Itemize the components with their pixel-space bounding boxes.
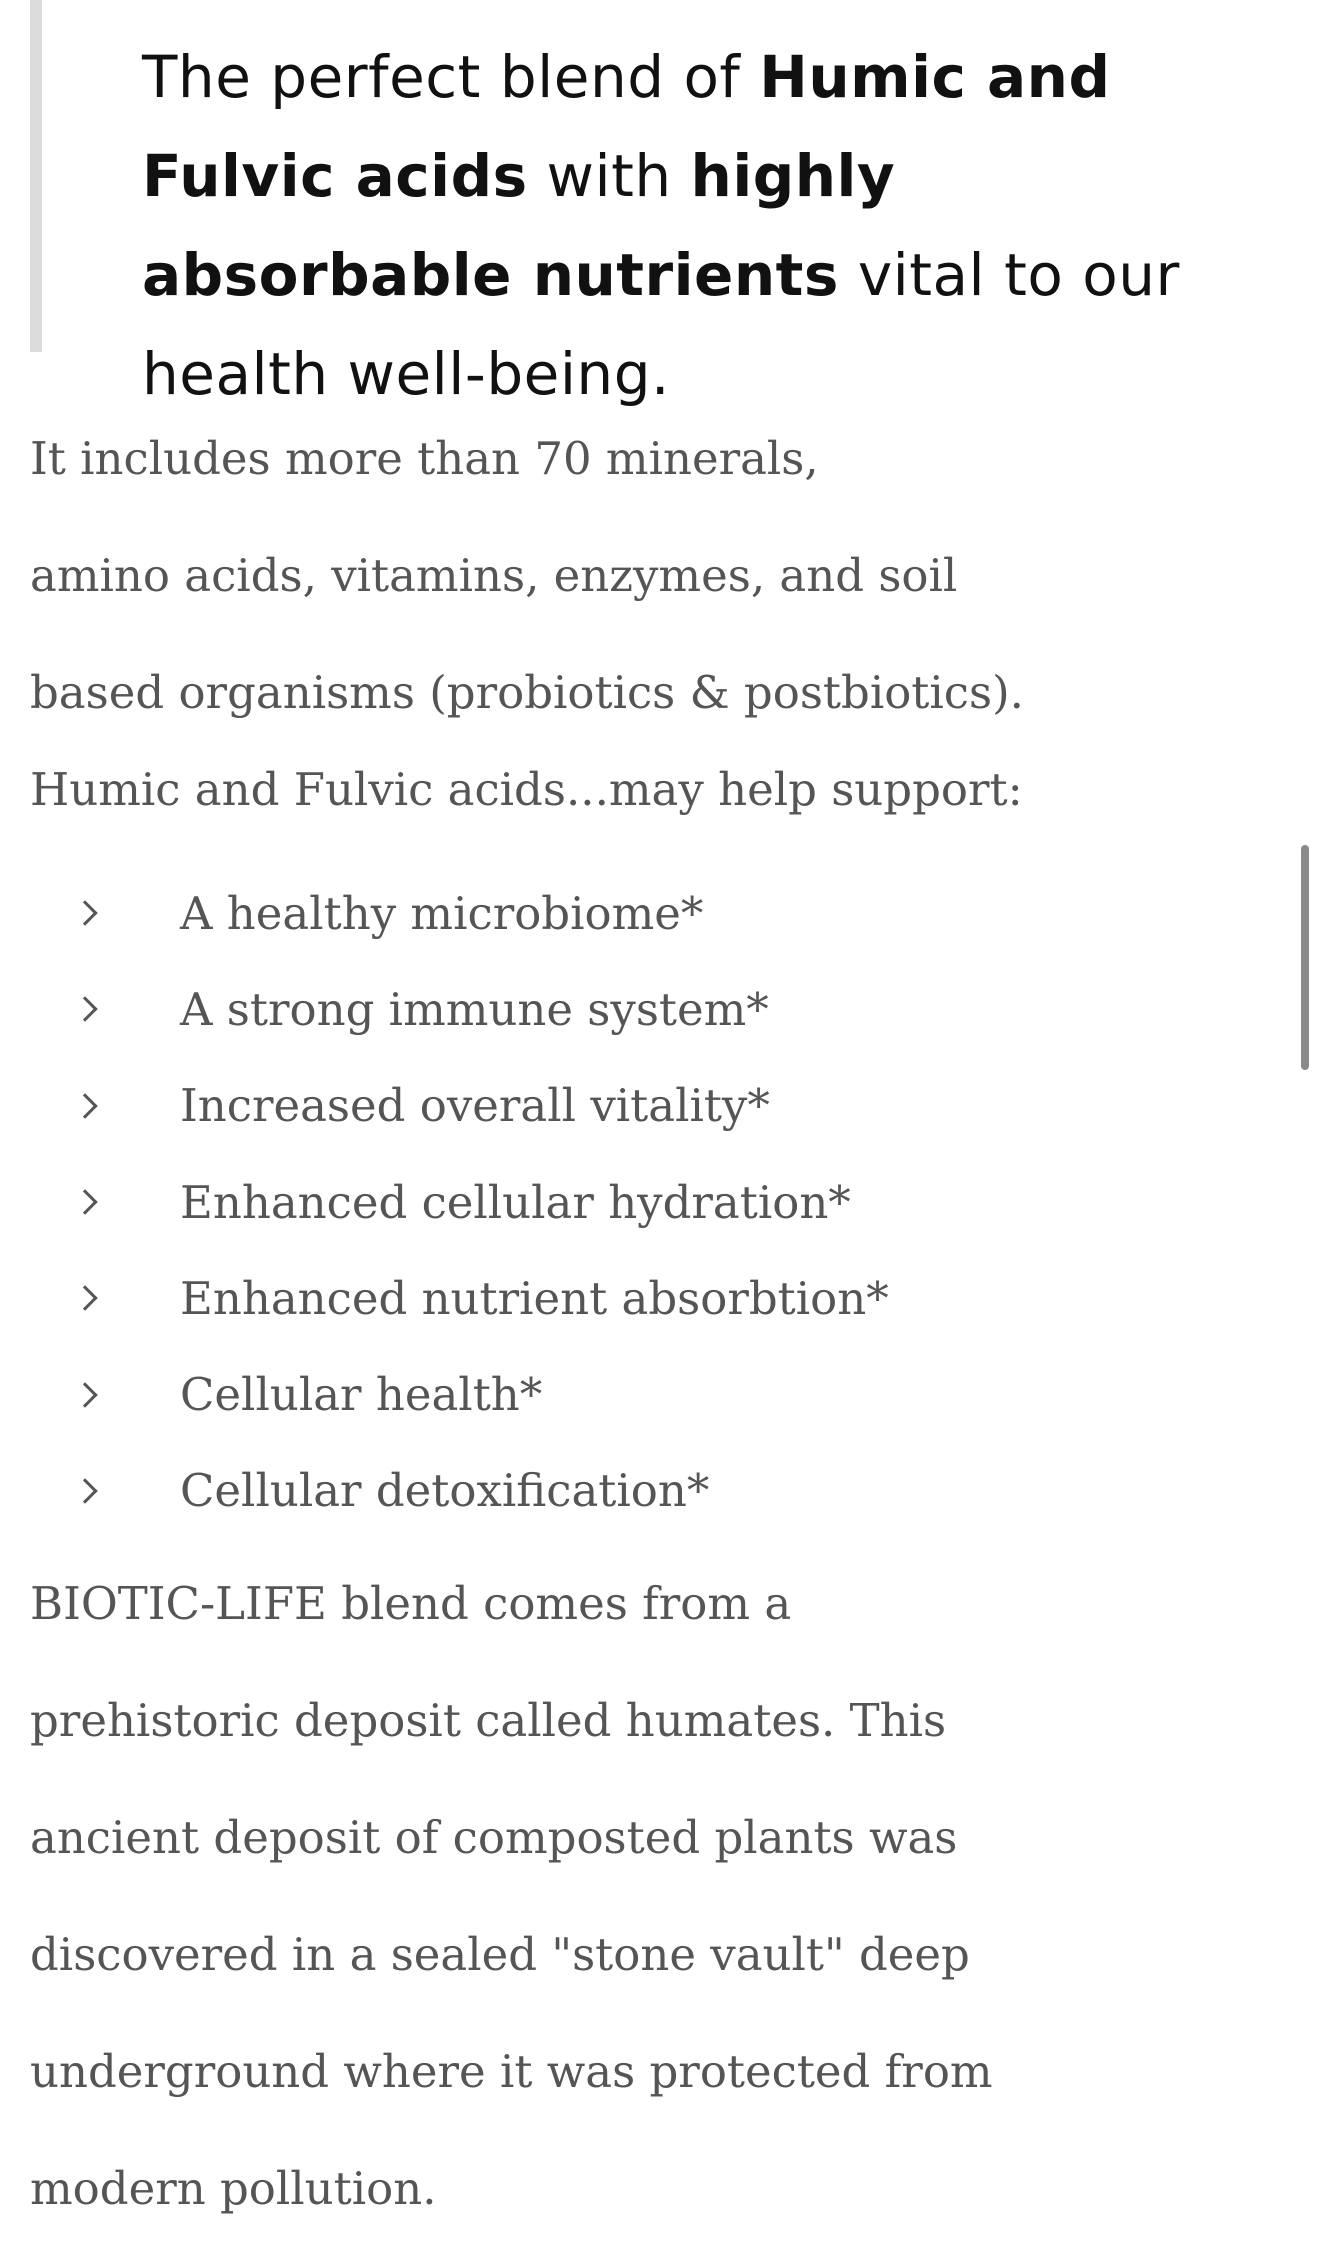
chevron-right-icon (72, 1478, 97, 1503)
quote-bold-humic-fulvic: Humic and Fulvic acids (142, 43, 1111, 210)
intro-line-2: amino acids, vitamins, enzymes, and soil (30, 549, 958, 602)
list-item (30, 1058, 1230, 1154)
list-item (30, 1154, 1230, 1250)
origin-line-1: BIOTIC-LIFE blend comes from a (30, 1577, 792, 1630)
origin-line-5: underground where it was protected from (30, 2045, 993, 2098)
list-item (30, 865, 1230, 961)
benefit-label: A strong immune system* (180, 982, 769, 1036)
benefit-label: Cellular health* (180, 1368, 543, 1422)
chevron-right-icon (72, 1189, 97, 1214)
benefit-label: Cellular detoxification* (180, 1464, 710, 1518)
intro-paragraph (30, 400, 1230, 751)
intro-line-1: It includes more than 70 minerals, (30, 432, 819, 485)
chevron-right-icon (72, 1382, 97, 1407)
chevron-right-icon (72, 900, 97, 925)
benefits-list (30, 865, 1230, 1539)
support-lead-text: Humic and Fulvic acids...may help support: (30, 763, 1023, 816)
benefit-label: Increased overall vitality* (180, 1079, 770, 1133)
chevron-right-icon (72, 1286, 97, 1311)
list-item (30, 961, 1230, 1057)
quote-part-3: vital to our health well-being. (142, 241, 1180, 408)
benefit-label: A healthy microbiome* (180, 886, 704, 940)
list-item (30, 1250, 1230, 1346)
benefit-label: Enhanced cellular hydration* (180, 1175, 851, 1229)
origin-line-2: prehistoric deposit called humates. This (30, 1694, 947, 1747)
quote-bold-nutrients: highly absorbable nutrients (142, 142, 896, 309)
quote-part-2: with (527, 142, 691, 210)
benefit-label: Enhanced nutrient absorbtion* (180, 1271, 889, 1325)
chevron-right-icon (72, 997, 97, 1022)
quote-text (142, 28, 1272, 424)
origin-paragraph (30, 1545, 1230, 2247)
scrollbar-thumb[interactable] (1301, 845, 1309, 1070)
list-item (30, 1346, 1230, 1442)
origin-line-3: ancient deposit of composted plants was (30, 1811, 958, 1864)
origin-line-4: discovered in a sealed "stone vault" deep (30, 1928, 970, 1981)
list-item (30, 1443, 1230, 1539)
blockquote (30, 0, 1250, 408)
quote-part-1: The perfect blend of (142, 43, 760, 111)
chevron-right-icon (72, 1093, 97, 1118)
origin-line-6: modern pollution. (30, 2162, 437, 2215)
intro-line-3: based organisms (probiotics & postbiotics). (30, 666, 1024, 719)
